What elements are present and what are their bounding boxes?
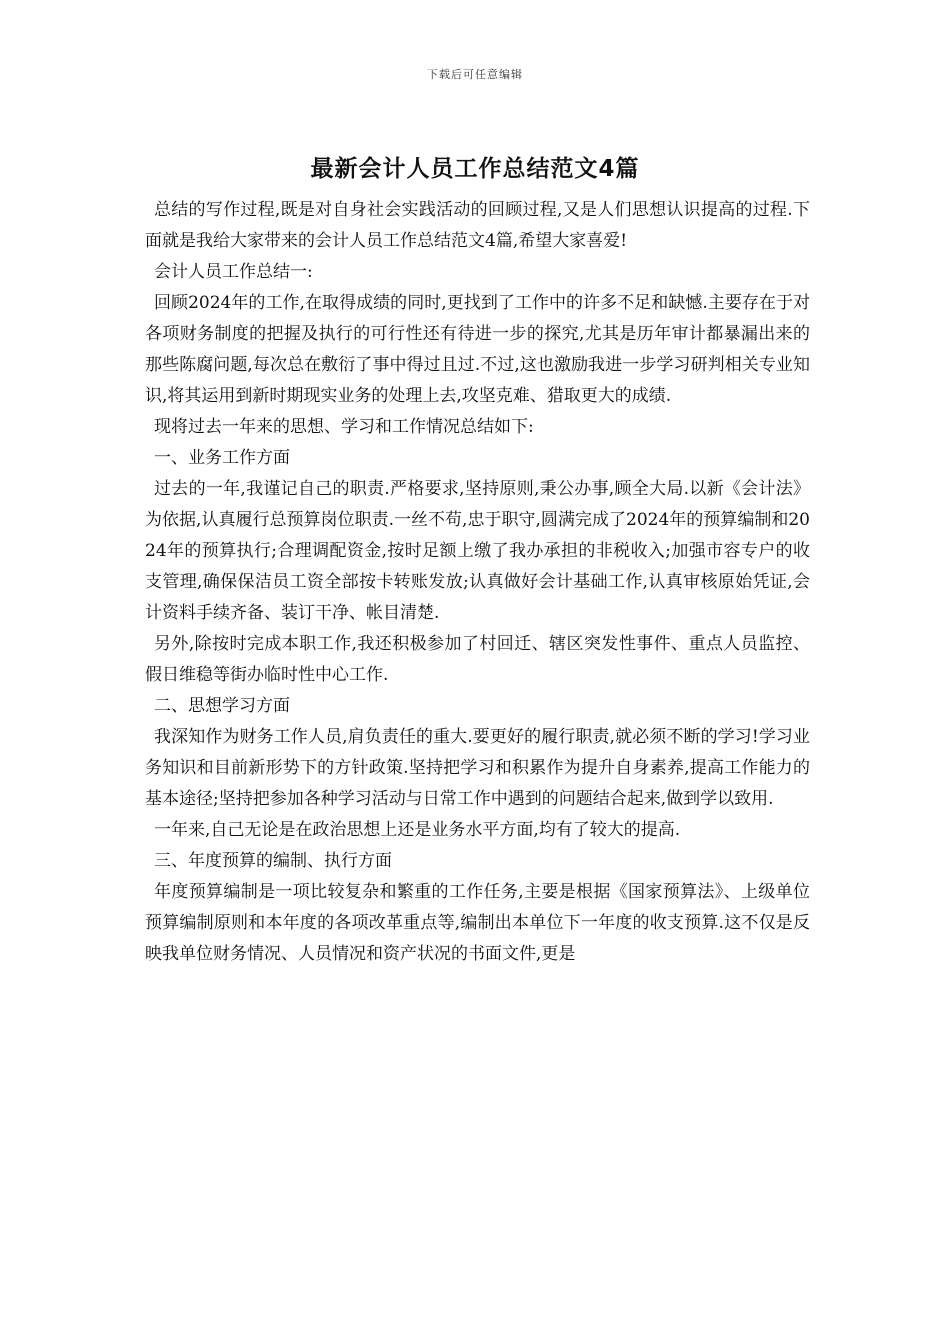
paragraph: 过去的一年,我谨记自己的职责.严格要求,坚持原则,秉公办事,顾全大局.以新《会计法》为依据,认真履行总预算岗位职责.一丝不苟,忠于职守,圆满完成了2024年的预算编制和2024年的预算执行;合理调配资金,按时足额上缴了我办承担的非税收入;加强市容专户的收支管理,确保保洁员工资全部按卡转账发放;认真做好会计基础工作,认真审核原始凭证,会计资料手续齐备、装订干净、帐目清楚. (145, 479, 810, 623)
paragraph: 回顾2024年的工作,在取得成绩的同时,更找到了工作中的许多不足和缺憾.主要存在于对各项财务制度的把握及执行的可行性还有待进一步的探究,尤其是历年审计都暴漏出来的那些陈腐问题,每次总在敷衍了事中得过且过.不过,这也激励我进一步学习研判相关专业知识,将其运用到新时期现实业务的处理上去,攻坚克难、猎取更大的成绩. (145, 293, 810, 406)
paragraph-heading: 三、年度预算的编制、执行方面 (154, 851, 392, 871)
paragraph: 我深知作为财务工作人员,肩负责任的重大.要更好的履行职责,就必须不断的学习!学习业务知识和目前新形势下的方针政策.坚持把学习和积累作为提升自身素养,提高工作能力的基本途径;坚持把参加各种学习活动与日常工作中遇到的问题结合起来,做到学以致用. (145, 727, 810, 809)
header-note: 下载后可任意编辑 (427, 68, 523, 81)
paragraph: 一年来,自己无论是在政治思想上还是业务水平方面,均有了较大的提高. (154, 820, 681, 840)
paragraph: 现将过去一年来的思想、学习和工作情况总结如下: (154, 417, 534, 437)
document-title: 最新会计人员工作总结范文4篇 (310, 156, 640, 182)
paragraph: 另外,除按时完成本职工作,我还积极参加了村回迁、辖区突发性事件、重点人员监控、假日维稳等街办临时性中心工作. (145, 634, 810, 685)
paragraph-section-heading: 会计人员工作总结一: (154, 262, 313, 282)
paragraph-heading: 二、思想学习方面 (154, 696, 290, 716)
paragraph-intro: 总结的写作过程,既是对自身社会实践活动的回顾过程,又是人们思想认识提高的过程.下面就是我给大家带来的会计人员工作总结范文4篇,希望大家喜爱! (145, 200, 810, 251)
document-body (145, 195, 810, 970)
paragraph: 年度预算编制是一项比较复杂和繁重的工作任务,主要是根据《国家预算法》、上级单位预算编制原则和本年度的各项改革重点等,编制出本单位下一年度的收支预算.这不仅是反映我单位财务情况、人员情况和资产状况的书面文件,更是 (145, 882, 810, 964)
paragraph-heading: 一、业务工作方面 (154, 448, 290, 468)
